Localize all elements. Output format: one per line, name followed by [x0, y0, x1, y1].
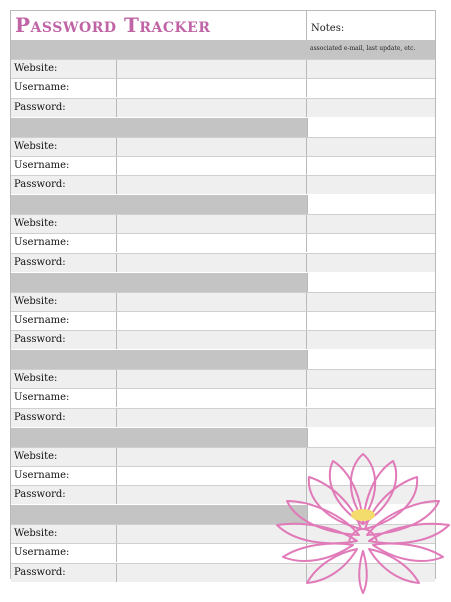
password-label: Password:: [11, 564, 117, 582]
notes-cell[interactable]: [307, 234, 435, 252]
username-label: Username:: [11, 157, 117, 175]
password-label: Password:: [11, 486, 117, 504]
entry-separator-bar: [11, 350, 307, 369]
website-label: Website:: [11, 215, 117, 233]
lotus-flower-icon: [273, 449, 451, 595]
username-field[interactable]: [117, 79, 307, 97]
entry-row-password: [11, 408, 435, 427]
username-field[interactable]: [117, 312, 307, 330]
notes-cell[interactable]: [307, 350, 435, 369]
password-label: Password:: [11, 254, 117, 272]
notes-cell[interactable]: [307, 138, 435, 156]
entry-row-password: [11, 253, 435, 272]
password-field[interactable]: [117, 99, 307, 117]
username-label: Username:: [11, 234, 117, 252]
notes-cell[interactable]: [307, 312, 435, 330]
notes-cell[interactable]: [307, 428, 435, 447]
website-field[interactable]: [117, 215, 307, 233]
username-field[interactable]: [117, 234, 307, 252]
notes-cell[interactable]: [307, 215, 435, 233]
entry-row-username: [11, 156, 435, 175]
notes-cell[interactable]: [307, 370, 435, 388]
entry-separator-bar: [11, 195, 307, 214]
notes-cell[interactable]: [307, 293, 435, 311]
website-label: Website:: [11, 138, 117, 156]
notes-cell[interactable]: [307, 409, 435, 427]
password-field[interactable]: [117, 176, 307, 194]
notes-heading: Notes:: [311, 23, 345, 34]
website-label: Website:: [11, 525, 117, 543]
notes-cell[interactable]: [307, 60, 435, 78]
entry-separator-bar: [11, 505, 307, 524]
username-label: Username:: [11, 312, 117, 330]
notes-cell[interactable]: [307, 195, 435, 214]
username-label: Username:: [11, 467, 117, 485]
username-field[interactable]: [117, 157, 307, 175]
username-label: Username:: [11, 389, 117, 407]
notes-cell[interactable]: [307, 118, 435, 137]
notes-cell[interactable]: [307, 176, 435, 194]
username-label: Username:: [11, 544, 117, 562]
entry-row-username: [11, 233, 435, 252]
entry-row-password: [11, 175, 435, 194]
entry-row-username: [11, 311, 435, 330]
website-label: Website:: [11, 448, 117, 466]
password-field[interactable]: [117, 331, 307, 349]
entry-row-username: [11, 388, 435, 407]
entry-row-website: [11, 369, 435, 388]
website-label: Website:: [11, 370, 117, 388]
notes-hint: associated e-mail, last update, etc.: [310, 45, 416, 52]
username-field[interactable]: [117, 389, 307, 407]
notes-cell[interactable]: [307, 254, 435, 272]
notes-cell[interactable]: [307, 273, 435, 292]
notes-cell[interactable]: [307, 79, 435, 97]
notes-cell[interactable]: [307, 389, 435, 407]
entry-row-website: [11, 137, 435, 156]
notes-cell[interactable]: [307, 331, 435, 349]
password-label: Password:: [11, 409, 117, 427]
entry-separator-bar: [11, 428, 307, 447]
password-field[interactable]: [117, 254, 307, 272]
entry-separator-bar: [11, 273, 307, 292]
notes-cell[interactable]: [307, 99, 435, 117]
website-field[interactable]: [117, 60, 307, 78]
password-label: Password:: [11, 99, 117, 117]
username-label: Username:: [11, 79, 117, 97]
website-field[interactable]: [117, 293, 307, 311]
entry-separator-bar: [11, 118, 307, 137]
password-label: Password:: [11, 331, 117, 349]
page-title: Password Tracker: [11, 11, 307, 40]
entry-row-website: [11, 59, 435, 78]
entry-row-website: [11, 214, 435, 233]
password-tracker-sheet: [10, 10, 436, 579]
website-label: Website:: [11, 293, 117, 311]
website-field[interactable]: [117, 138, 307, 156]
entry-row-password: [11, 98, 435, 117]
entry-row-password: [11, 330, 435, 349]
entry-row-username: [11, 78, 435, 97]
website-field[interactable]: [117, 370, 307, 388]
entry-row-website: [11, 292, 435, 311]
notes-cell[interactable]: [307, 157, 435, 175]
password-label: Password:: [11, 176, 117, 194]
website-label: Website:: [11, 60, 117, 78]
password-field[interactable]: [117, 409, 307, 427]
